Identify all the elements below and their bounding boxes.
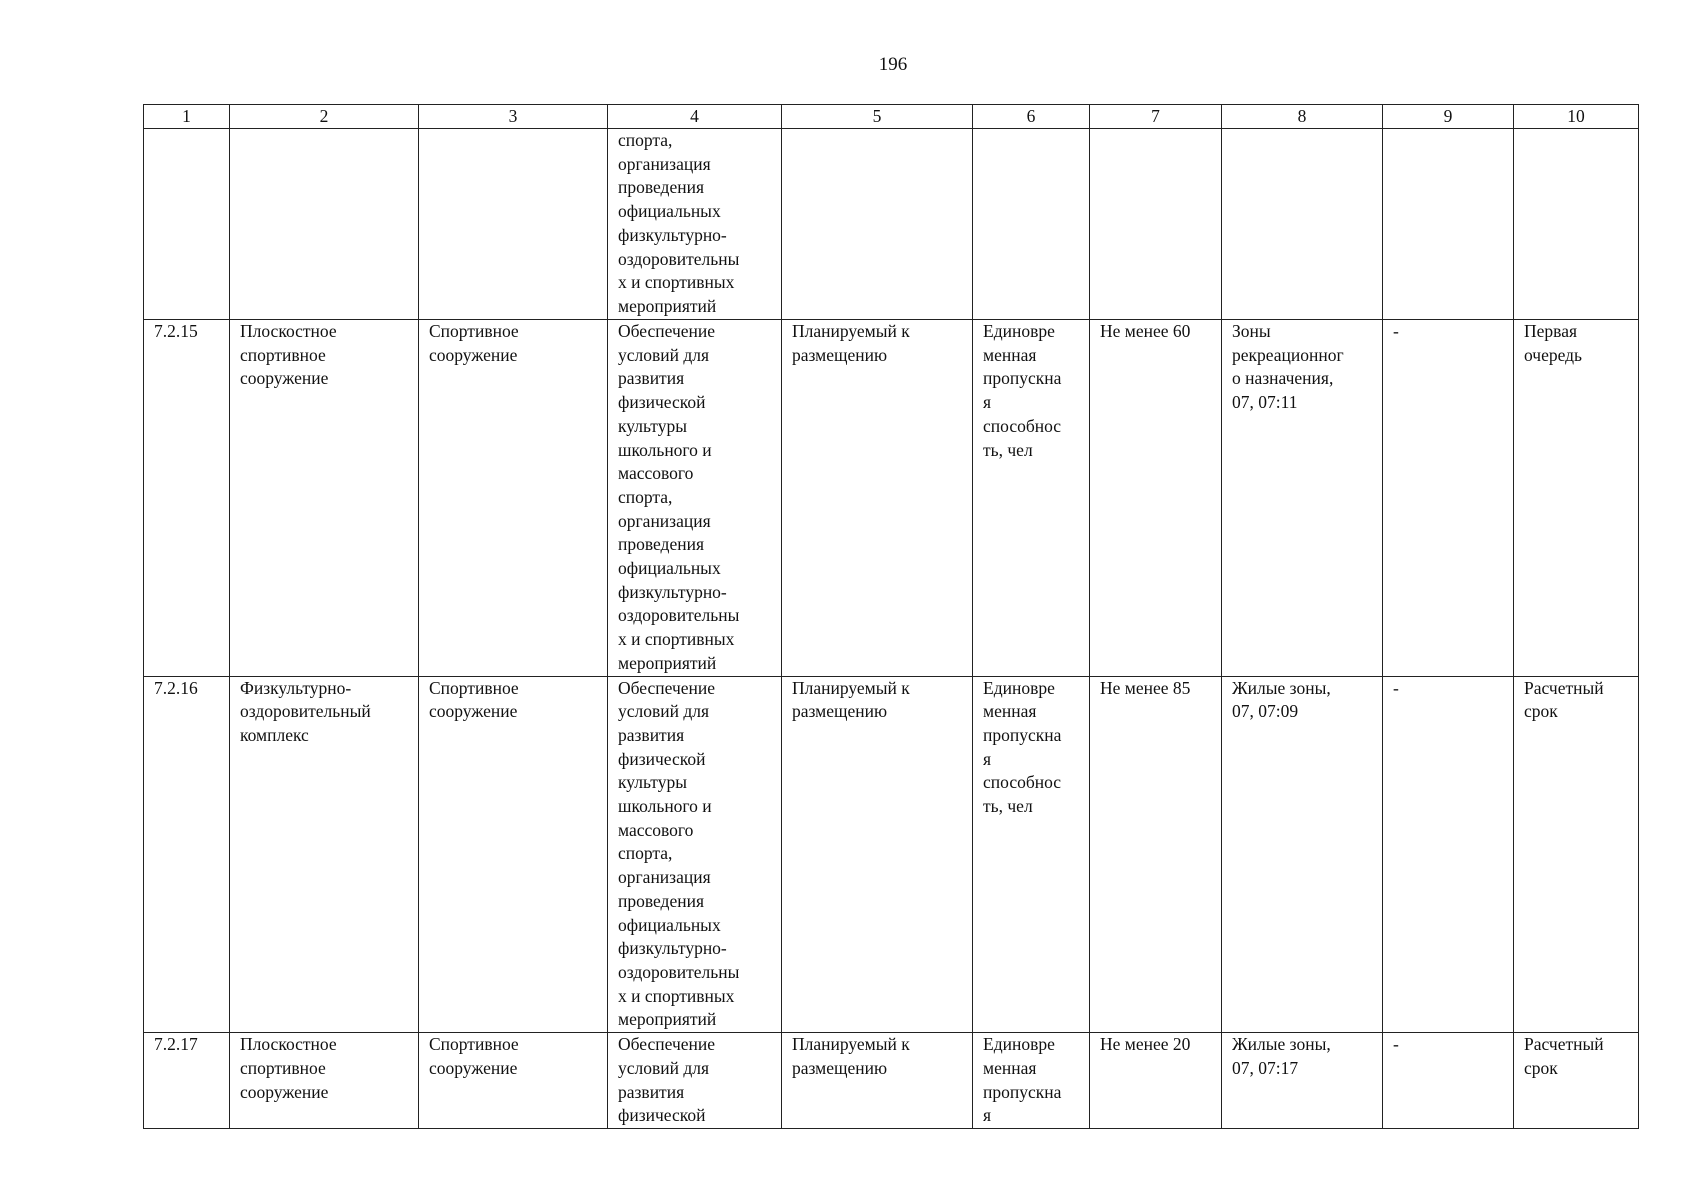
cell-purpose: Обеспечение условий для развития физической культуры школьного и массового спорта, организация проведения официальных физкультурно- оздоровительны х и спортивных мероприятий (608, 676, 782, 1033)
cell-name: Физкультурно- оздоровительный комплекс (230, 676, 419, 1033)
column-header: 2 (230, 105, 419, 129)
cell-term (1514, 129, 1639, 320)
cell-term: Расчетный срок (1514, 676, 1639, 1033)
cell-status: Планируемый к размещению (782, 320, 973, 677)
cell-col9 (1383, 129, 1514, 320)
column-header: 3 (419, 105, 608, 129)
table-row (144, 320, 1639, 677)
cell-name: Плоскостное спортивное сооружение (230, 1033, 419, 1129)
cell-purpose: Обеспечение условий для развития физической (608, 1033, 782, 1129)
column-header: 8 (1222, 105, 1383, 129)
register-table (143, 104, 1639, 1129)
column-number-row (144, 105, 1639, 129)
column-header: 1 (144, 105, 230, 129)
cell-term: Первая очередь (1514, 320, 1639, 677)
column-header: 5 (782, 105, 973, 129)
cell-characteristic: Единовре менная пропускна я (973, 1033, 1090, 1129)
cell-type: Спортивное сооружение (419, 676, 608, 1033)
cell-characteristic (973, 129, 1090, 320)
column-header: 9 (1383, 105, 1514, 129)
cell-term: Расчетный срок (1514, 1033, 1639, 1129)
cell-value (1090, 129, 1222, 320)
table-row (144, 1033, 1639, 1129)
cell-zone: Зоны рекреационног о назначения, 07, 07:11 (1222, 320, 1383, 677)
cell-type (419, 129, 608, 320)
cell-type: Спортивное сооружение (419, 320, 608, 677)
column-header: 6 (973, 105, 1090, 129)
cell-characteristic: Единовре менная пропускна я способнос ть, чел (973, 676, 1090, 1033)
cell-status: Планируемый к размещению (782, 1033, 973, 1129)
cell-type: Спортивное сооружение (419, 1033, 608, 1129)
cell-name: Плоскостное спортивное сооружение (230, 320, 419, 677)
table-row (144, 676, 1639, 1033)
cell-col9: - (1383, 676, 1514, 1033)
cell-purpose: Обеспечение условий для развития физической культуры школьного и массового спорта, организация проведения официальных физкультурно- оздоровительны х и спортивных мероприятий (608, 320, 782, 677)
cell-zone: Жилые зоны, 07, 07:09 (1222, 676, 1383, 1033)
cell-zone: Жилые зоны, 07, 07:17 (1222, 1033, 1383, 1129)
cell-purpose: спорта, организация проведения официальных физкультурно- оздоровительны х и спортивных мероприятий (608, 129, 782, 320)
column-header: 4 (608, 105, 782, 129)
cell-col9: - (1383, 320, 1514, 677)
cell-col9: - (1383, 1033, 1514, 1129)
cell-status: Планируемый к размещению (782, 676, 973, 1033)
cell-number: 7.2.15 (144, 320, 230, 677)
cell-status (782, 129, 973, 320)
cell-value: Не менее 85 (1090, 676, 1222, 1033)
page-number: 196 (878, 54, 908, 75)
table-row-continuation (144, 129, 1639, 320)
cell-name (230, 129, 419, 320)
cell-number (144, 129, 230, 320)
cell-number: 7.2.16 (144, 676, 230, 1033)
column-header: 10 (1514, 105, 1639, 129)
cell-number: 7.2.17 (144, 1033, 230, 1129)
cell-characteristic: Единовре менная пропускна я способнос ть, чел (973, 320, 1090, 677)
cell-value: Не менее 20 (1090, 1033, 1222, 1129)
column-header: 7 (1090, 105, 1222, 129)
cell-value: Не менее 60 (1090, 320, 1222, 677)
cell-zone (1222, 129, 1383, 320)
